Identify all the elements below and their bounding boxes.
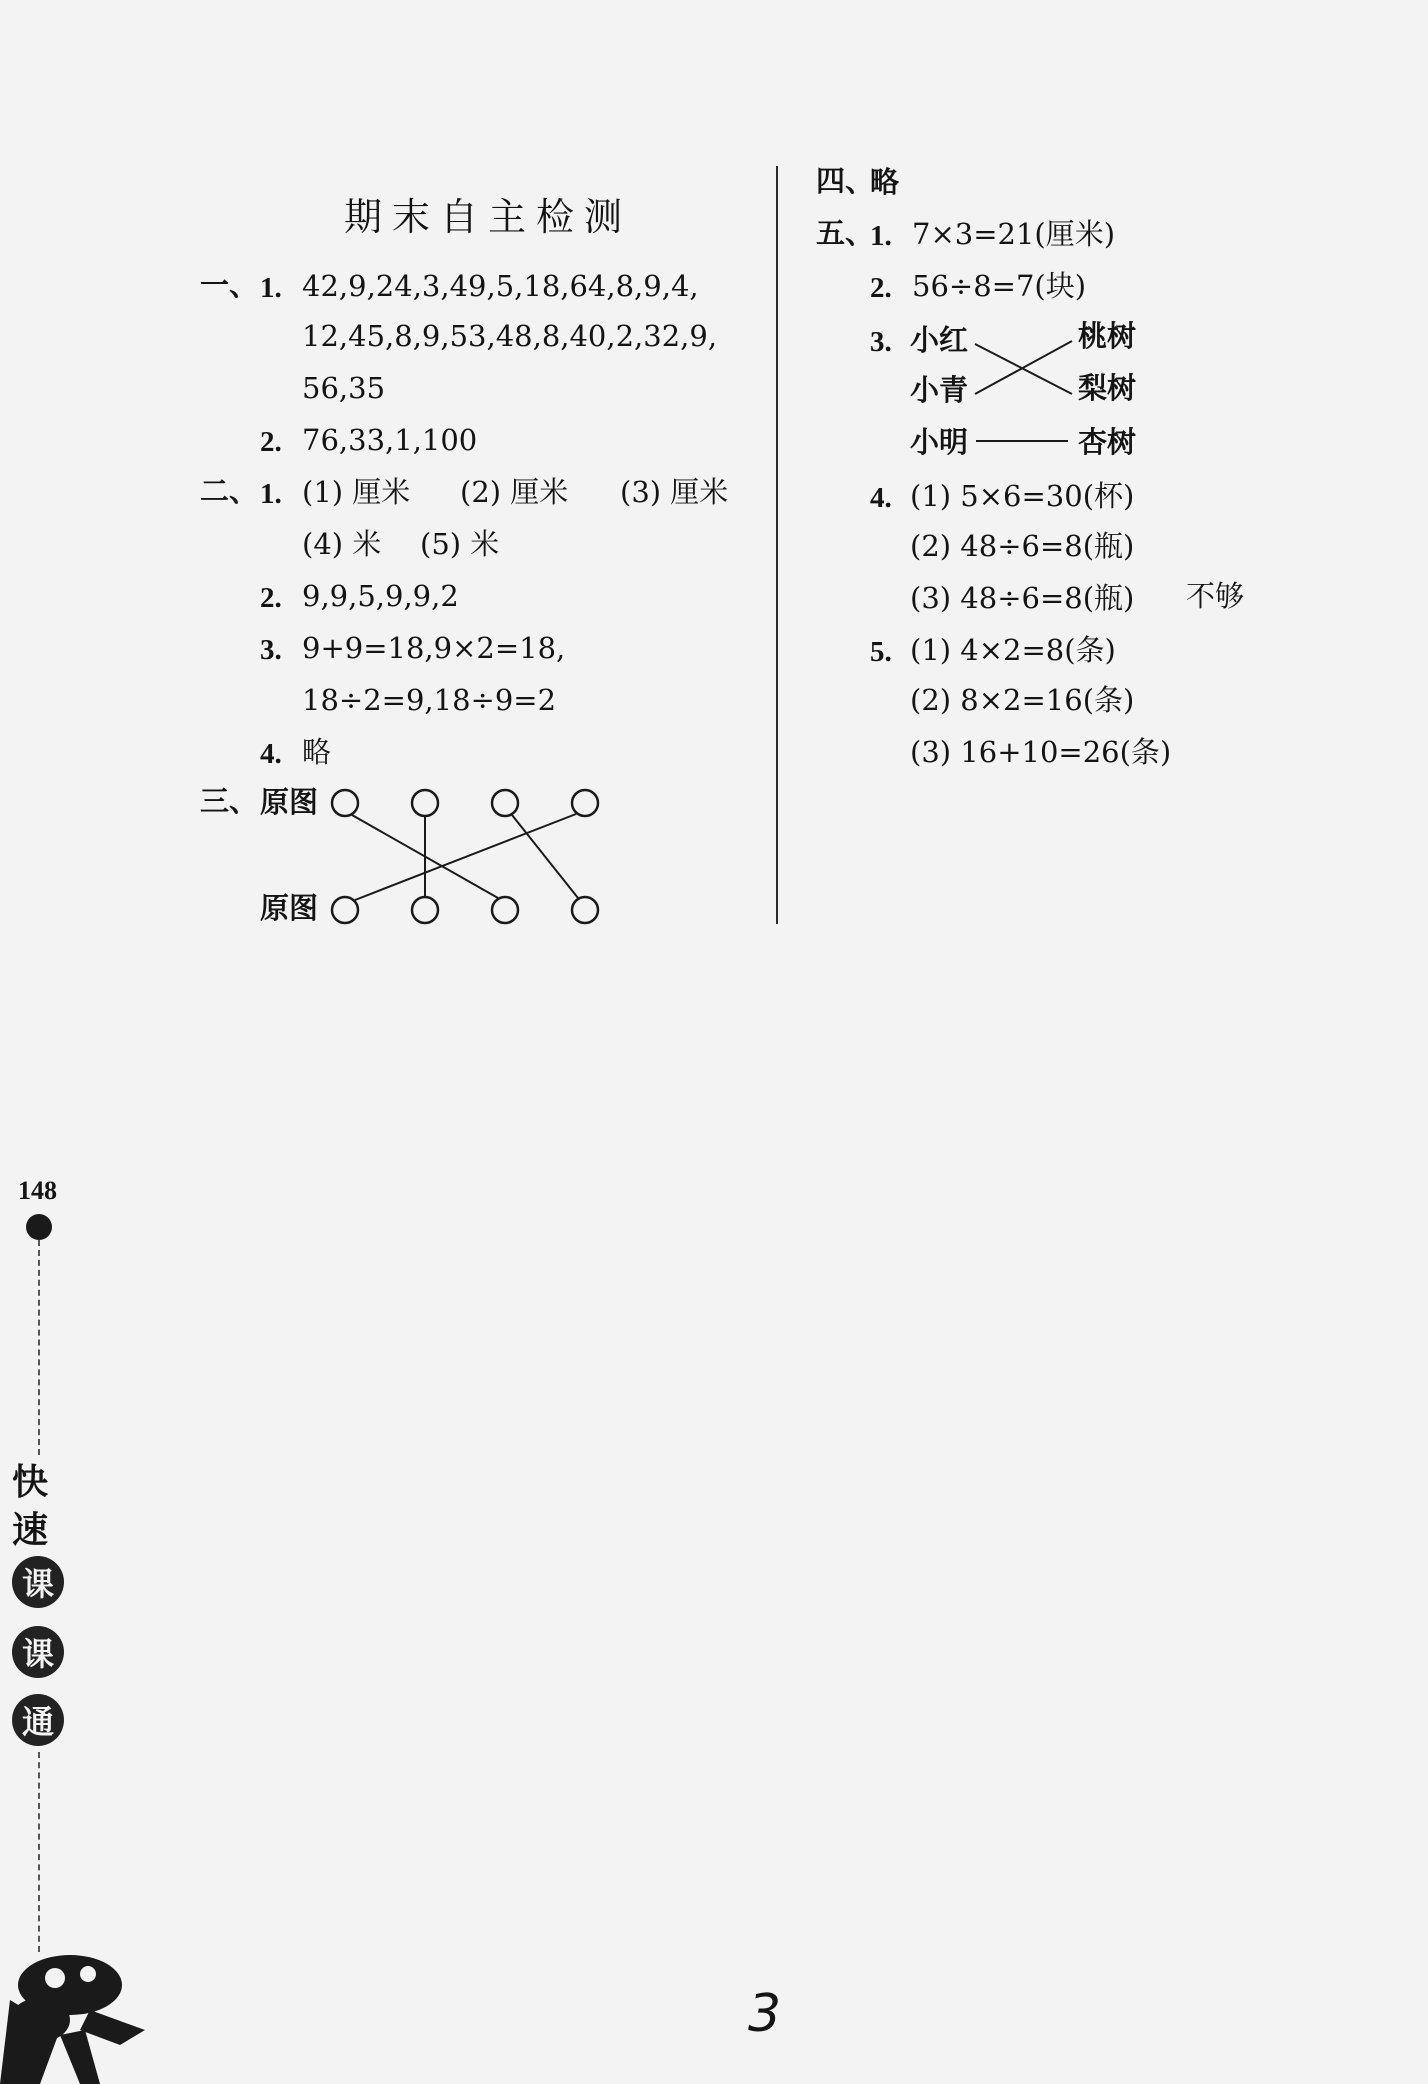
section-4-label: 四、 [816, 166, 875, 198]
s5-q3-right-2: 梨树 [1078, 371, 1137, 405]
s2-q1-e: (5) 米 [420, 527, 500, 561]
s5-q3-number: 3. [870, 326, 892, 358]
s5-q5-1: (1) 4×2=8(条) [910, 633, 1116, 667]
s5-q5-3: (3) 16+10=26(条) [910, 735, 1172, 769]
s2-q2-answer: 9,9,5,9,9,2 [302, 579, 459, 613]
s5-q4-2: (2) 48÷6=8(瓶) [910, 529, 1135, 563]
s3-bottom-label: 原图 [260, 891, 319, 925]
section-1-label: 一、 [200, 270, 259, 302]
s2-q3-line2: 18÷2=9,18÷9=2 [302, 683, 557, 717]
s2-q4-answer: 略 [302, 735, 332, 769]
s2-q1-b: (2) 厘米 [460, 475, 569, 509]
s2-q1-number: 1. [260, 478, 282, 510]
s5-q4-number: 4. [870, 482, 892, 514]
page-number: 148 [18, 1176, 57, 1205]
logo-char-2: 速 [12, 1509, 49, 1551]
page-title: 期末自主检测 [344, 195, 633, 239]
s5-q4-3: (3) 48÷6=8(瓶) [910, 581, 1135, 615]
s5-q3-left-2: 小青 [910, 373, 969, 407]
s5-q2-answer: 56÷8=7(块) [912, 269, 1087, 303]
s5-q5-number: 5. [870, 636, 892, 668]
section-2-label: 二、 [200, 476, 259, 508]
section-3-label: 三、 [200, 786, 259, 818]
s5-q3-right-3: 杏树 [1078, 425, 1137, 459]
s1-q2-number: 2. [260, 426, 282, 458]
s1-q1-line3: 56,35 [302, 371, 386, 405]
s1-q2-answer: 76,33,1,100 [302, 423, 478, 457]
s2-q1-d: (4) 米 [302, 527, 382, 561]
logo-char-5: 通 [12, 1694, 64, 1746]
s5-q5-2: (2) 8×2=16(条) [910, 683, 1135, 717]
logo-char-1: 快 [12, 1461, 49, 1503]
s5-q1-number: 1. [870, 220, 892, 252]
s5-q1-answer: 7×3=21(厘米) [912, 217, 1116, 251]
logo-char-3: 课 [12, 1556, 64, 1608]
s2-q1-c: (3) 厘米 [620, 475, 729, 509]
handwritten-mark: 3 [748, 1984, 782, 2044]
s2-q4-number: 4. [260, 738, 282, 770]
section-5-label: 五、 [816, 218, 875, 250]
s4-answer: 略 [870, 165, 900, 199]
s1-q1-number: 1. [260, 272, 282, 304]
s1-q1-line1: 42,9,24,3,49,5,18,64,8,9,4, [302, 269, 699, 303]
s5-q3-left-3: 小明 [910, 425, 969, 459]
s2-q3-line1: 9+9=18,9×2=18, [302, 631, 566, 665]
s2-q3-number: 3. [260, 634, 282, 666]
s5-q4-1: (1) 5×6=30(杯) [910, 479, 1135, 513]
s2-q1-a: (1) 厘米 [302, 475, 411, 509]
s5-q4-3-note: 不够 [1186, 579, 1245, 613]
s2-q2-number: 2. [260, 582, 282, 614]
s1-q1-line2: 12,45,8,9,53,48,8,40,2,32,9, [302, 319, 718, 353]
s5-q2-number: 2. [870, 272, 892, 304]
logo-char-4: 课 [12, 1626, 64, 1678]
s5-q3-left-1: 小红 [910, 323, 969, 357]
s5-q3-right-1: 桃树 [1078, 319, 1137, 353]
s3-top-label: 原图 [260, 785, 319, 819]
